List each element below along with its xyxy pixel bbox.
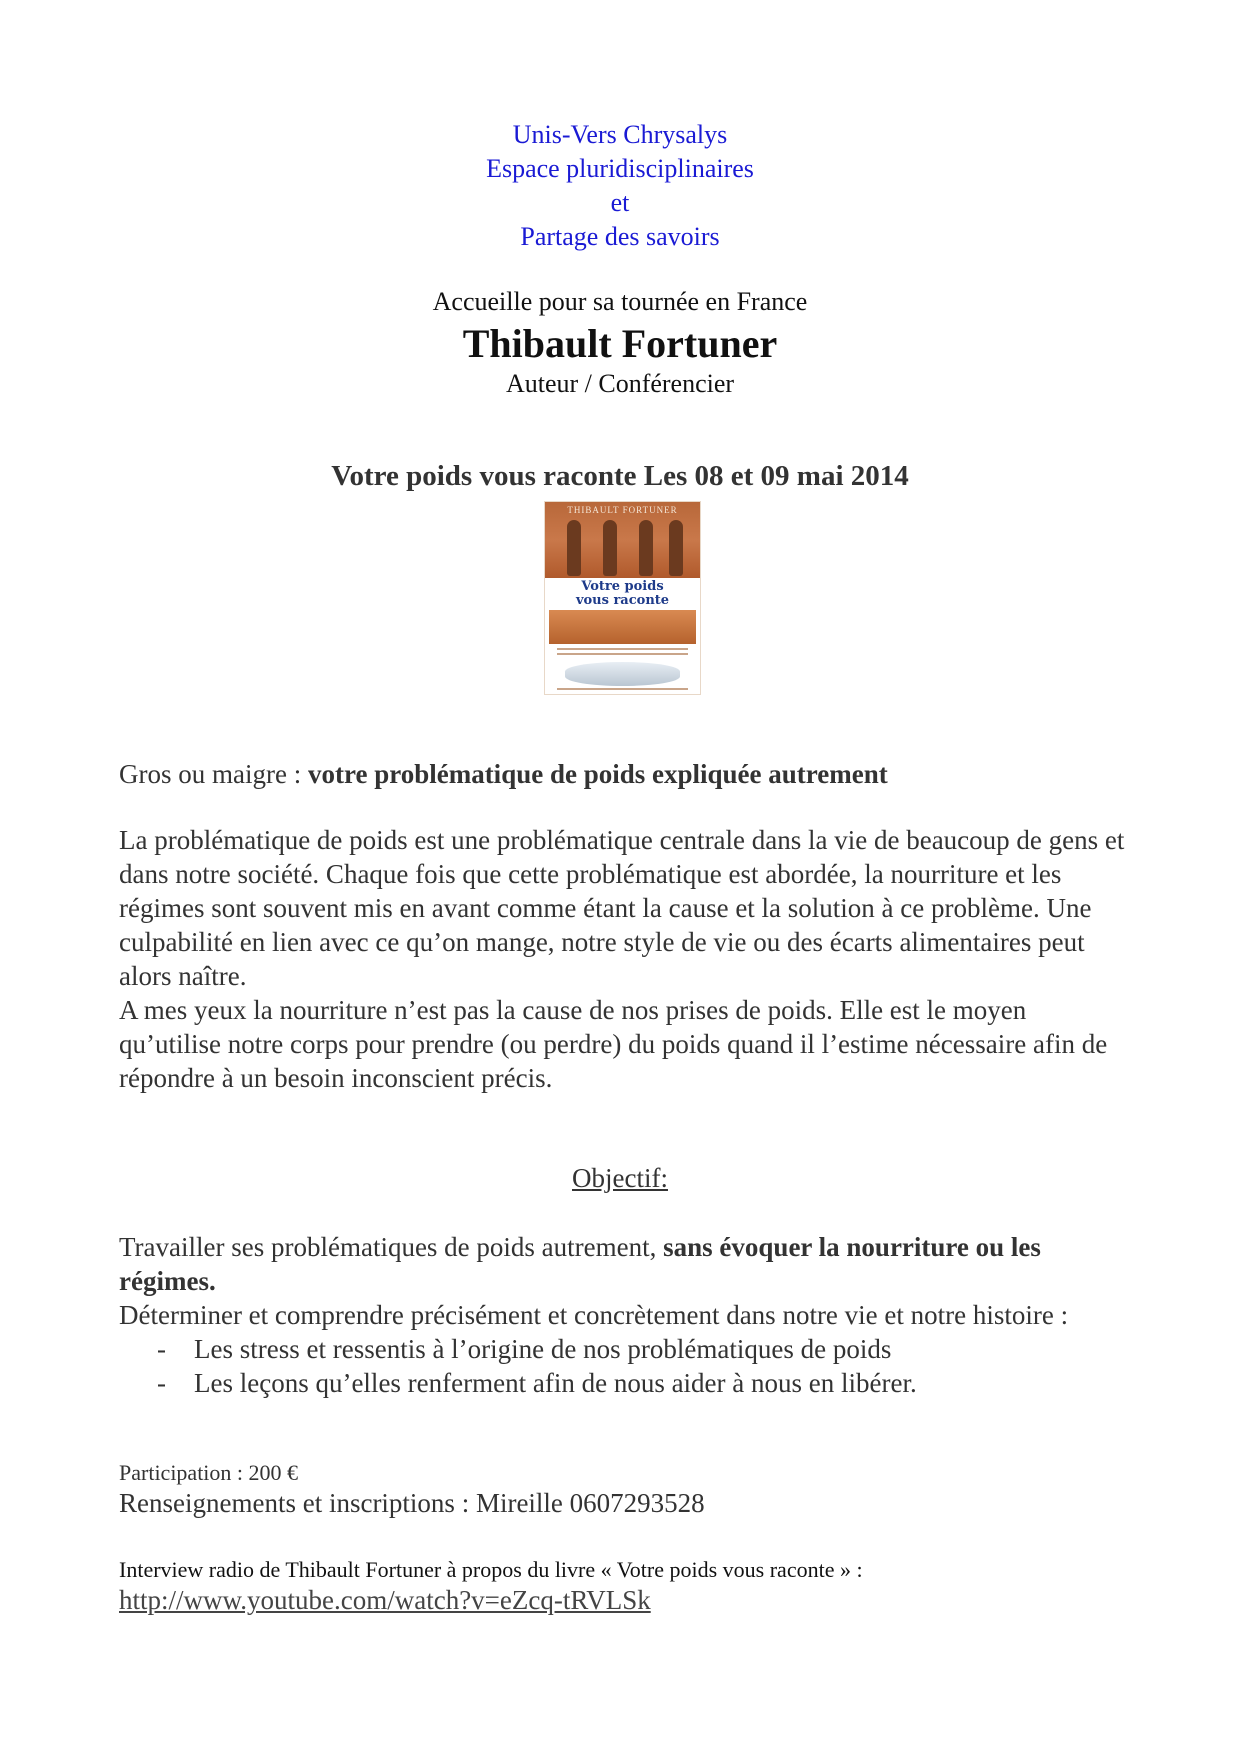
- objectif-bullets: [119, 1332, 1129, 1400]
- list-item: - Les stress et ressentis à l’origine de nos problématiques de poids: [119, 1332, 1129, 1366]
- event-title: Votre poids vous raconte Les 08 et 09 mai 2014: [331, 460, 909, 492]
- book-cover-top: [545, 502, 700, 578]
- interview-caption: Interview radio de Thibault Fortuner à propos du livre « Votre poids vous raconte » :: [119, 1557, 863, 1582]
- silhouette-figure: [567, 520, 581, 576]
- youtube-link[interactable]: http://www.youtube.com/watch?v=eZcq-tRVLSk: [119, 1585, 651, 1615]
- list-item: - Les leçons qu’elles renferment afin de nous aider à nous en libérer.: [119, 1366, 1129, 1400]
- subtitle: [119, 757, 1129, 791]
- book-title-line: Votre poids: [581, 579, 664, 594]
- description-paragraph: [119, 823, 1129, 1095]
- objectif-line-1: [119, 1230, 1129, 1298]
- org-tagline-2: et: [610, 188, 630, 217]
- org-name: Unis-Vers Chrysalys: [512, 120, 728, 149]
- book-title: [545, 580, 700, 608]
- silhouette-figure: [603, 520, 617, 576]
- contact-info: Renseignements et inscriptions : Mireille 0607293528: [119, 1488, 705, 1518]
- book-title-line: vous raconte: [575, 593, 670, 608]
- speaker-intro: [0, 285, 1240, 401]
- organization-header: [0, 118, 1240, 254]
- accueille-text: Accueille pour sa tournée en France: [432, 287, 808, 316]
- book-author: THIBAULT FORTUNER: [567, 505, 678, 515]
- speaker-role: Auteur / Conférencier: [505, 369, 735, 398]
- objectif-line-1-prefix: Travailler ses problématiques de poids autrement,: [119, 1232, 664, 1262]
- objectif-line-1-bold: sans évoquer la nourriture ou les régimes.: [119, 1232, 1041, 1296]
- silhouette-figure: [669, 520, 683, 576]
- subtitle-bold: votre problématique de poids expliquée autrement: [307, 759, 888, 789]
- org-tagline-3: Partage des savoirs: [520, 222, 720, 251]
- participation-price: Participation : 200 €: [119, 1460, 299, 1485]
- book-cover-plate: [565, 662, 680, 686]
- subtitle-prefix: Gros ou maigre :: [119, 759, 308, 789]
- book-cover-image: [545, 502, 700, 694]
- silhouette-figure: [639, 520, 653, 576]
- paragraph-1: La problématique de poids est une problématique centrale dans la vie de beaucoup de gens et dans notre société. Chaque fois que cette problématique est abordée, la nourriture et les régimes sont souvent mis en avant comme étant la cause et la solution à ce problème. Une culpabilité en lien avec ce qu’on mange, notre style de vie ou des écarts alimentaires peut alors naître.: [119, 825, 1125, 991]
- paragraph-2: A mes yeux la nourriture n’est pas la cause de nos prises de poids. Elle est le moyen qu’utilise notre corps pour prendre (ou perdre) du poids quand il l’estime nécessaire afin de répondre à un besoin inconscient précis.: [119, 995, 1108, 1093]
- objectif-content: [119, 1230, 1129, 1400]
- objectif-line-2: Déterminer et comprendre précisément et concrètement dans notre vie et notre histoire :: [119, 1300, 1069, 1330]
- org-tagline-1: Espace pluridisciplinaires: [486, 154, 754, 183]
- speaker-name: Thibault Fortuner: [462, 321, 778, 366]
- book-cover-band: [549, 610, 696, 644]
- objectif-heading: Objectif:: [572, 1163, 668, 1193]
